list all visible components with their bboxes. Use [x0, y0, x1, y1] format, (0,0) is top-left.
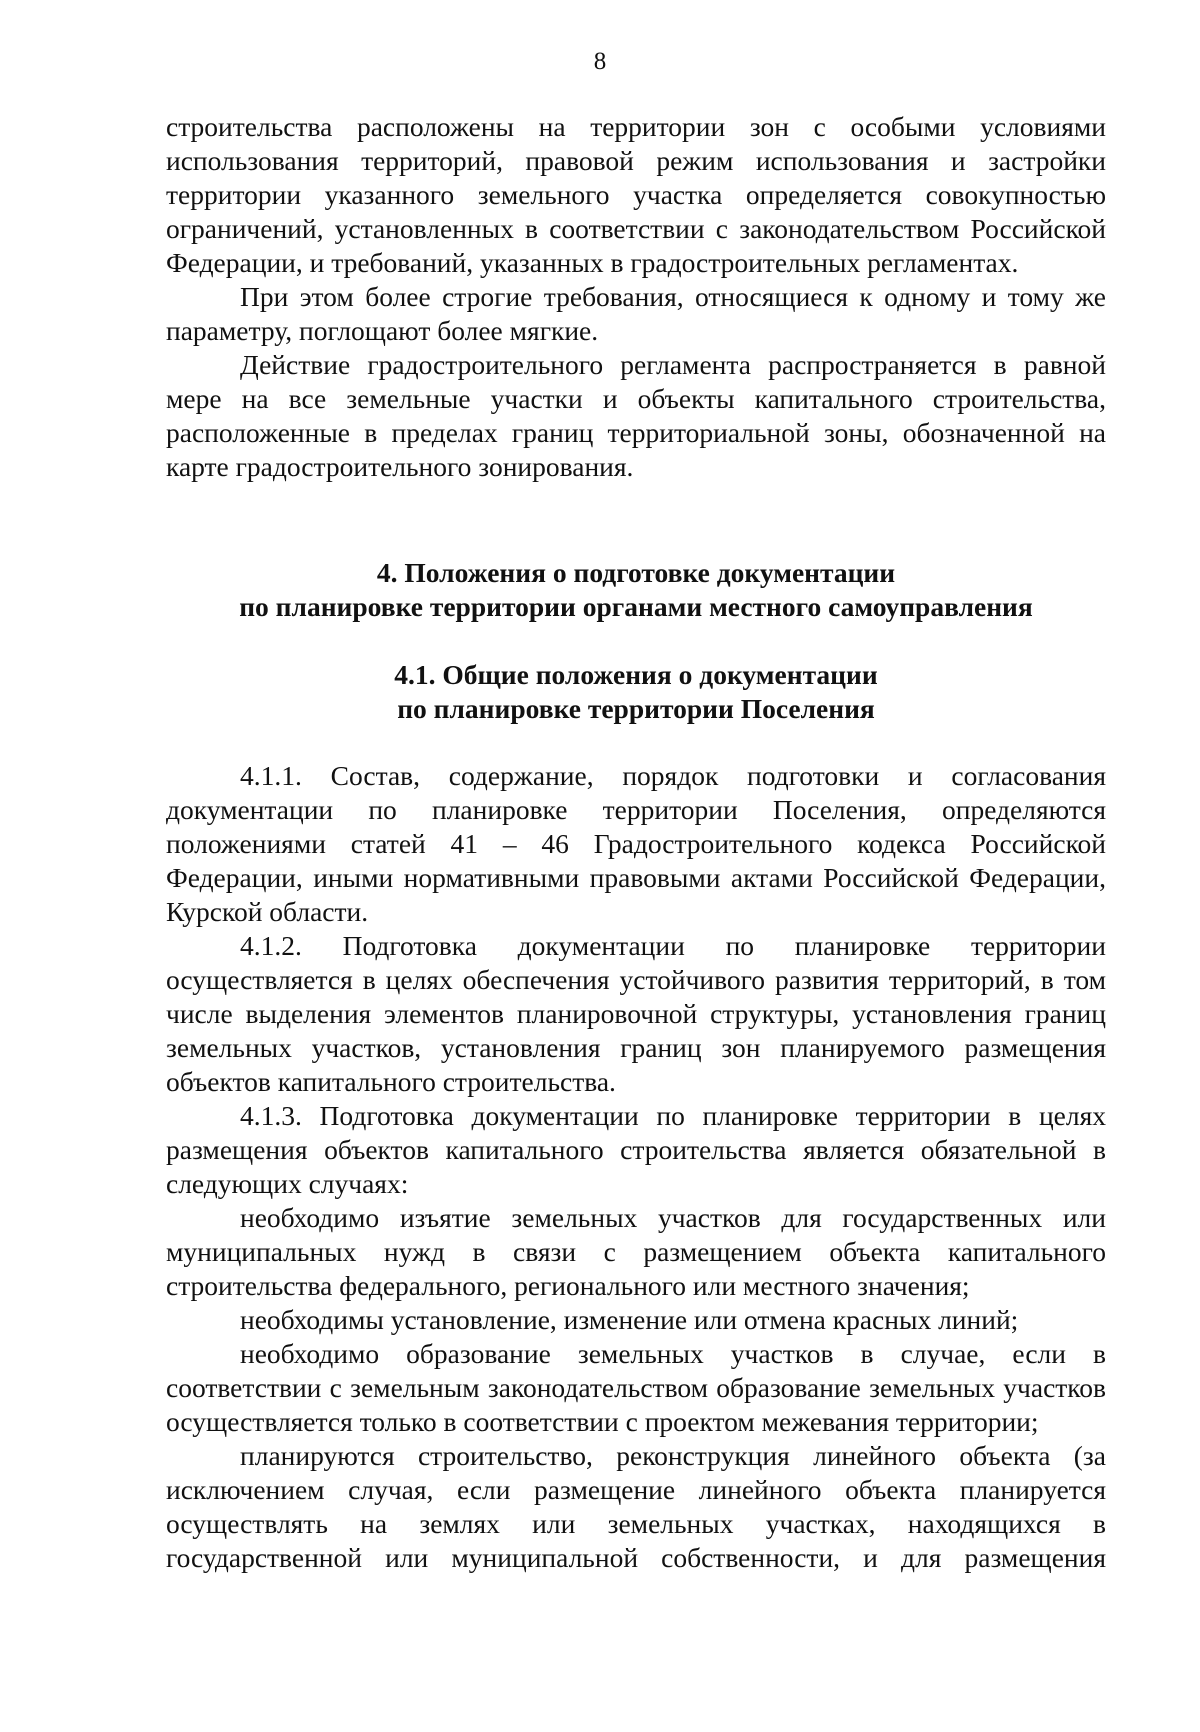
case-item-2: необходимы установление, изменение или отмена красных линий;	[240, 1304, 1019, 1335]
intro-paragraph-3: Действие градостроительного регламента распространяется в равной мере на все земельные участки и объекты капитального строительства, расположенные в пределах границ территориальной зоны, обозначенной на карте градостроительного зонирования.	[166, 349, 1106, 482]
section-4-1-body	[166, 759, 1106, 1575]
clause-4-1-1: 4.1.1. Состав, содержание, порядок подготовки и согласования документации по планировке территории Поселения, определяются положениями статей 41 – 46 Градостроительного кодекса Российской Федерации, иными нормативными правовыми актами Российской Федерации, Курской области.	[166, 760, 1106, 927]
intro-paragraph-2: При этом более строгие требования, относящиеся к одному и тому же параметру, поглощают более мягкие.	[166, 281, 1106, 346]
clause-4-1-3: 4.1.3. Подготовка документации по планировке территории в целях размещения объектов капитального строительства является обязательной в следующих случаях:	[166, 1100, 1106, 1199]
intro-section	[166, 110, 1106, 484]
section-4-1-heading	[166, 658, 1106, 726]
case-item-4: планируются строительство, реконструкция линейного объекта (за исключением случая, если размещение линейного объекта планируется осуществлять на землях или земельных участках, находящихся в государственной или муниципальной собственности, и для размещения	[166, 1440, 1106, 1573]
case-item-3: необходимо образование земельных участков в случае, если в соответствии с земельным законодательством образование земельных участков осуществляется только в соответствии с проектом межевания территории;	[166, 1338, 1106, 1437]
section-4-1-heading-line-2: по планировке территории Поселения	[397, 693, 875, 724]
section-4-1-heading-line-1: 4.1. Общие положения о документации	[394, 659, 878, 690]
intro-paragraph-1: строительства расположены на территории зон с особыми условиями использования территорий, правовой режим использования и застройки территории указанного земельного участка определяется совокупностью ограничений, установленных в соответствии с законодательством Российской Федерации, и требований, указанных в градостроительных регламентах.	[166, 111, 1106, 278]
section-4-heading-line-2: по планировке территории органами местного самоуправления	[239, 591, 1033, 622]
page-number: 8	[593, 48, 607, 75]
section-4-heading	[166, 556, 1106, 624]
section-4-heading-line-1: 4. Положения о подготовке документации	[376, 557, 896, 588]
clause-4-1-2: 4.1.2. Подготовка документации по планировке территории осуществляется в целях обеспечения устойчивого развития территорий, в том числе выделения элементов планировочной структуры, установления границ земельных участков, установления границ зон планируемого размещения объектов капитального строительства.	[166, 930, 1106, 1097]
case-item-1: необходимо изъятие земельных участков для государственных или муниципальных нужд в связи с размещением объекта капитального строительства федерального, регионального или местного значения;	[166, 1202, 1106, 1301]
